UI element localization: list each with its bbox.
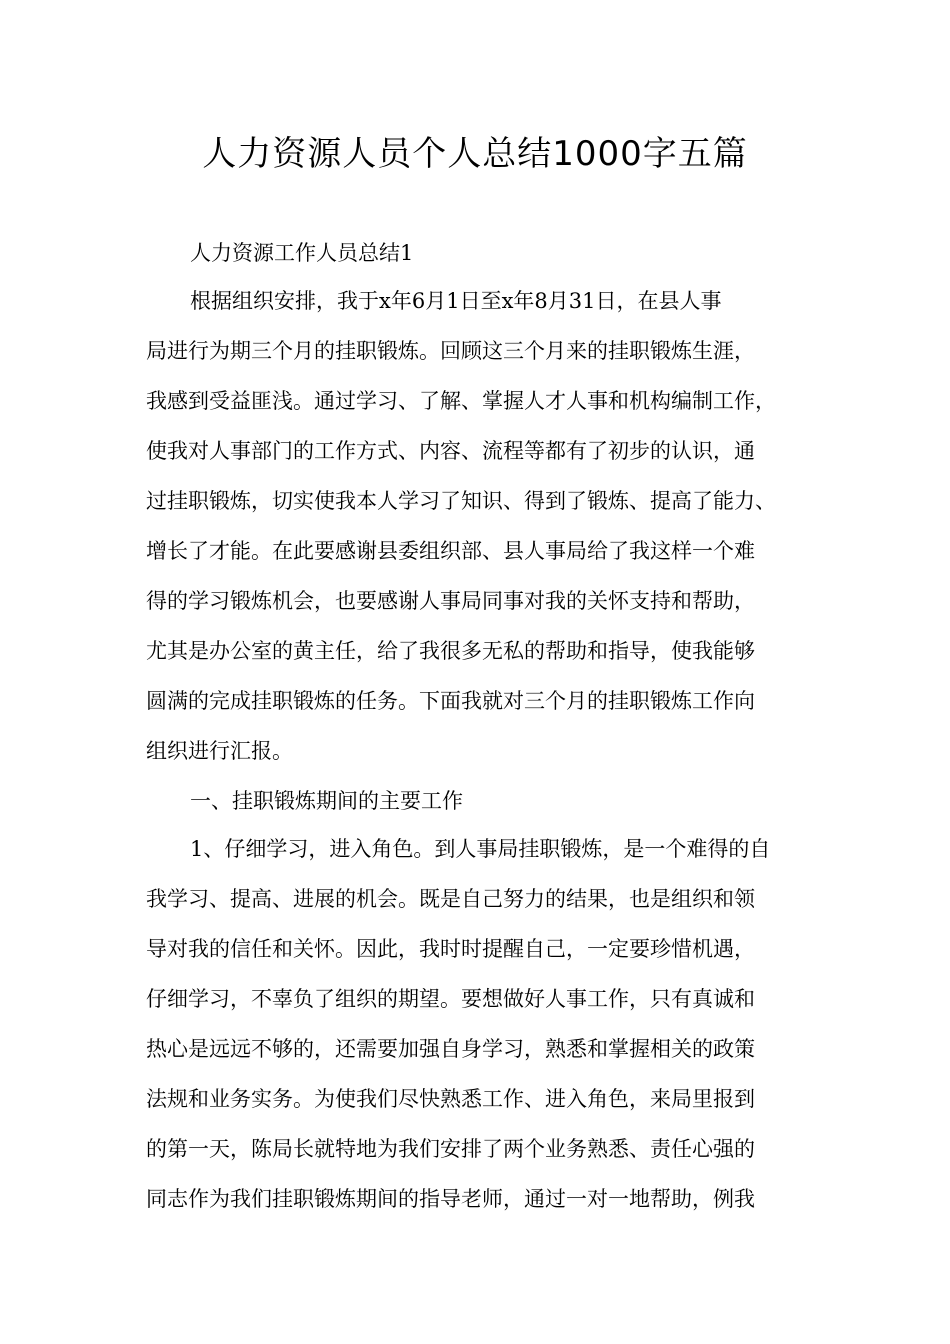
paragraph-line: 我感到受益匪浅。通过学习、了解、掌握人才人事和机构编制工作， [146,389,776,413]
paragraph-line: 局进行为期三个月的挂职锻炼。回顾这三个月来的挂职锻炼生涯， [146,339,755,363]
paragraph-line: 同志作为我们挂职锻炼期间的指导老师，通过一对一地帮助，例我 [146,1187,755,1211]
paragraph-line: 我学习、提高、进展的机会。既是自己努力的结果，也是组织和领 [146,887,755,911]
paragraph-line: 仔细学习，不辜负了组织的期望。要想做好人事工作，只有真诚和 [146,987,755,1011]
paragraph-line: 1、仔细学习，进入角色。到人事局挂职锻炼，是一个难得的自 [190,837,771,861]
paragraph-line: 过挂职锻炼，切实使我本人学习了知识、得到了锻炼、提高了能力、 [146,489,776,513]
paragraph-line: 使我对人事部门的工作方式、内容、流程等都有了初步的认识，通 [146,439,755,463]
document-title: 人力资源人员个人总结1000字五篇 [202,134,748,174]
section-heading: 一、挂职锻炼期间的主要工作 [190,789,463,813]
paragraph-line: 尤其是办公室的黄主任，给了我很多无私的帮助和指导，使我能够 [146,639,755,663]
paragraph-line: 增长了才能。在此要感谢县委组织部、县人事局给了我这样一个难 [146,539,755,563]
paragraph-line: 法规和业务实务。为使我们尽快熟悉工作、进入角色，来局里报到 [146,1087,755,1111]
paragraph-line: 根据组织安排，我于x年6月1日至x年8月31日，在县人事 [190,289,722,313]
paragraph-line: 圆满的完成挂职锻炼的任务。下面我就对三个月的挂职锻炼工作向 [146,689,755,713]
paragraph-line: 的第一天，陈局长就特地为我们安排了两个业务熟悉、责任心强的 [146,1137,755,1161]
paragraph-line: 得的学习锻炼机会，也要感谢人事局同事对我的关怀支持和帮助， [146,589,755,613]
paragraph-line: 热心是远远不够的，还需要加强自身学习，熟悉和掌握相关的政策 [146,1037,755,1061]
paragraph-line: 组织进行汇报。 [146,739,293,763]
paragraph-line: 导对我的信任和关怀。因此，我时时提醒自己，一定要珍惜机遇， [146,937,755,961]
section-heading: 人力资源工作人员总结1 [190,241,414,265]
